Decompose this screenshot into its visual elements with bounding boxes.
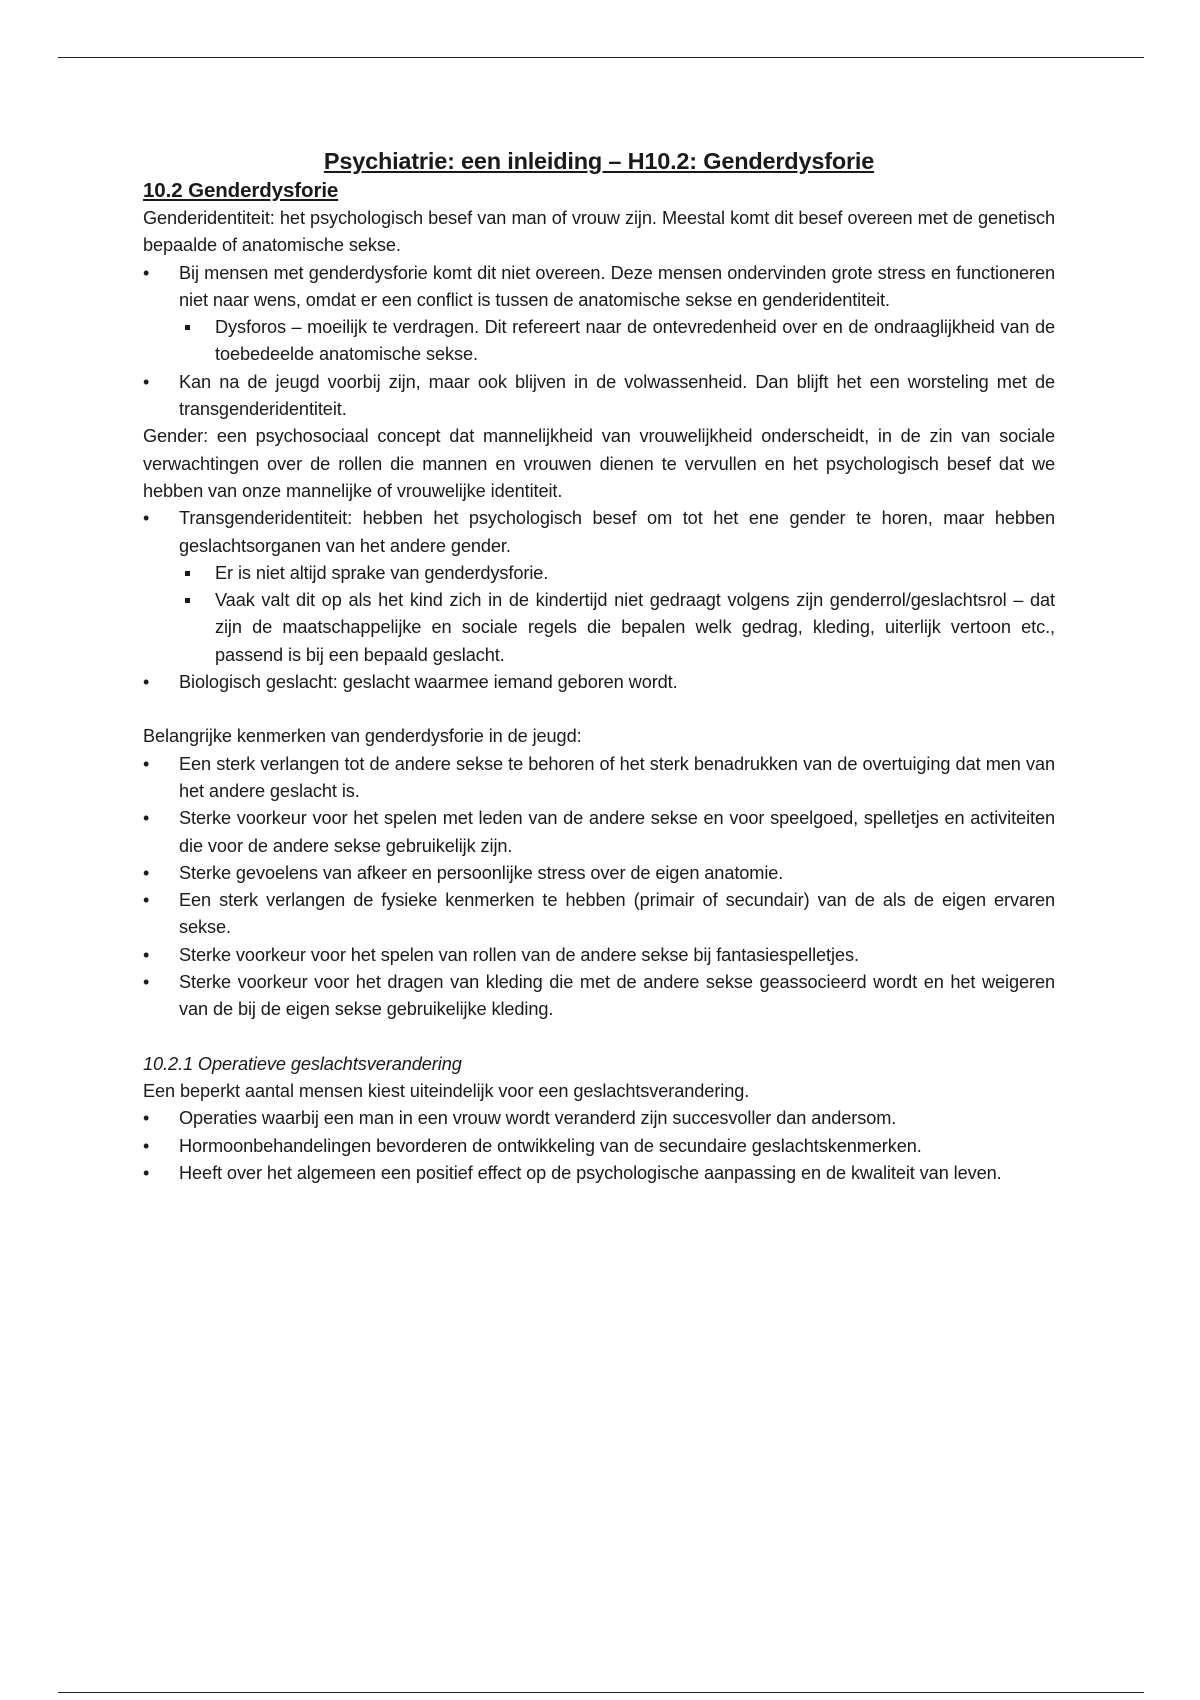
list-item: • Een sterk verlangen tot de andere sekse te behoren of het sterk benadrukken van de overtuiging dat men van het andere geslacht is. [143,751,1055,806]
header-rule [58,57,1144,58]
list-item: • Sterke voorkeur voor het dragen van kleding die met de andere sekse geassocieerd wordt en het weigeren van de bij de eigen sekse gebruikelijke kleding. [143,969,1055,1024]
list-item: • Sterke voorkeur voor het spelen met leden van de andere sekse en voor speelgoed, spelletjes en activiteiten die voor de andere sekse gebruikelijk zijn. [143,805,1055,860]
list-item: • Operaties waarbij een man in een vrouw wordt veranderd zijn succesvoller dan andersom. [143,1105,1055,1132]
footer-rule [58,1692,1144,1693]
section-heading: 10.2 Genderdysforie [143,179,339,202]
sub-list-item: Dysforos – moeilijk te verdragen. Dit refereert naar de ontevredenheid over en de ondraaglijkheid van de toebedeelde anatomische sekse. [143,314,1055,369]
paragraph-kenmerken: Belangrijke kenmerken van genderdysforie in de jeugd: [143,726,582,747]
list-item: • Een sterk verlangen de fysieke kenmerken te hebben (primair of secundair) van de als de eigen ervaren sekse. [143,887,1055,942]
paragraph-operatie: Een beperkt aantal mensen kiest uiteindelijk voor een geslachtsverandering. [143,1080,750,1101]
paragraph-gender: Gender: een psychosociaal concept dat mannelijkheid van vrouwelijkheid onderscheidt, in de zin van sociale verwachtingen over de rollen die mannen en vrouwen dienen te vervullen en het psychologisch besef dat we hebben van onze mannelijke of vrouwelijke identiteit. [143,426,1055,501]
sub-bullet-list [143,560,1055,669]
sub-list-item: Er is niet altijd sprake van genderdysforie. [143,560,1055,587]
document-body [143,145,1055,1187]
list-item: • Sterke gevoelens van afkeer en persoonlijke stress over de eigen anatomie. [143,860,1055,887]
spacer [143,1024,1055,1051]
list-item: • Sterke voorkeur voor het spelen van rollen van de andere sekse bij fantasiespelletjes. [143,942,1055,969]
list-item: • Biologisch geslacht: geslacht waarmee iemand geboren wordt. [143,669,1055,696]
sub-bullet-list [143,314,1055,369]
bullet-list [143,260,1055,315]
paragraph-genderidentiteit: Genderidentiteit: het psychologisch besef van man of vrouw zijn. Meestal komt dit besef overeen met de genetisch bepaalde of anatomische sekse. [143,208,1055,256]
list-item: • Heeft over het algemeen een positief effect op de psychologische aanpassing en de kwaliteit van leven. [143,1160,1055,1187]
bullet-list [143,505,1055,560]
list-item: • Hormoonbehandelingen bevorderen de ontwikkeling van de secundaire geslachtskenmerken. [143,1133,1055,1160]
subsection-heading: 10.2.1 Operatieve geslachtsverandering [143,1053,462,1074]
list-item: • Transgenderidentiteit: hebben het psychologisch besef om tot het ene gender te horen, maar hebben geslachtsorganen van het andere gender. [143,505,1055,560]
list-item: • Bij mensen met genderdysforie komt dit niet overeen. Deze mensen ondervinden grote stress en functioneren niet naar wens, omdat er een conflict is tussen de anatomische sekse en genderidentiteit. [143,260,1055,315]
bullet-list-kenmerken [143,751,1055,1024]
bullet-list-operatie [143,1105,1055,1187]
bullet-list [143,669,1055,696]
list-item: • Kan na de jeugd voorbij zijn, maar ook blijven in de volwassenheid. Dan blijft het een worsteling met de transgenderidentiteit. [143,369,1055,424]
bullet-list [143,369,1055,424]
page-title: Psychiatrie: een inleiding – H10.2: Genderdysforie [323,148,875,174]
sub-list-item: Vaak valt dit op als het kind zich in de kindertijd niet gedraagt volgens zijn genderrol/geslachtsrol – dat zijn de maatschappelijke en sociale regels die bepalen welk gedrag, kleding, uiterlijk vertoon etc., passend is bij een bepaald geslacht. [143,587,1055,669]
spacer [143,696,1055,723]
